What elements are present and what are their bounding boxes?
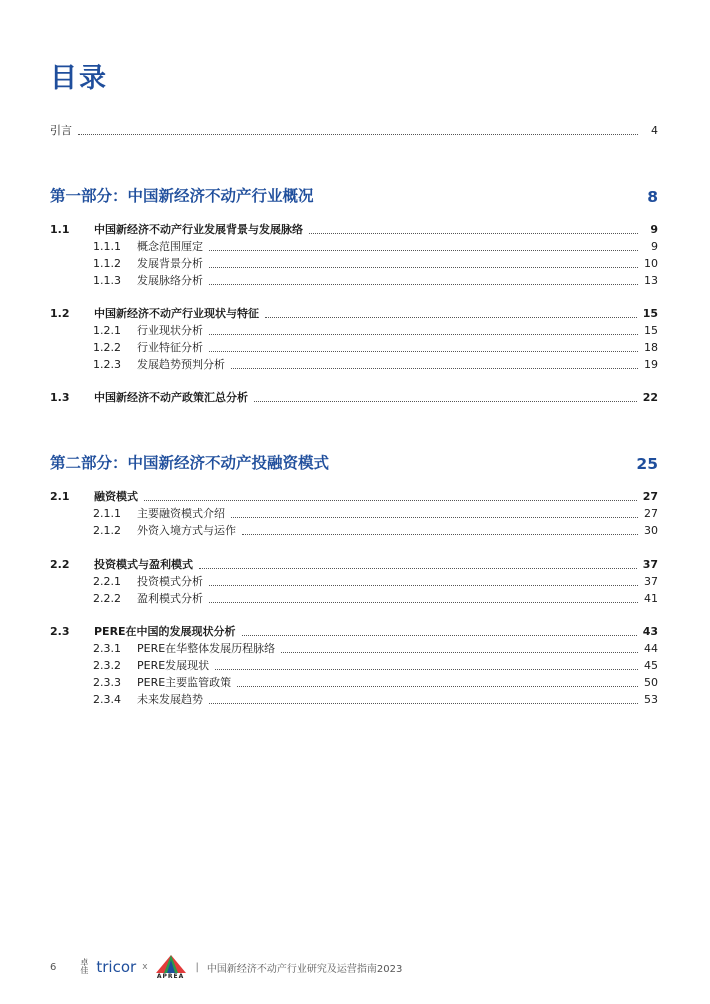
part-page: 8 xyxy=(647,188,658,206)
toc-subsection-2-3-3[interactable] xyxy=(93,674,658,690)
subsection-number: 2.2.1 xyxy=(93,575,121,588)
subsection-page: 50 xyxy=(644,676,658,689)
section-page: 27 xyxy=(642,490,658,503)
aprea-triangle-icon xyxy=(156,955,186,973)
toc-part-2[interactable] xyxy=(50,451,658,473)
subsection-page: 9 xyxy=(651,240,658,253)
section-page: 43 xyxy=(642,625,658,638)
toc-section-1-3[interactable] xyxy=(50,389,658,405)
logo-cross: x xyxy=(142,962,148,972)
section-page: 9 xyxy=(650,223,658,236)
page-title: 目录 xyxy=(50,63,108,94)
toc-leader xyxy=(209,333,638,335)
toc-subsection-2-3-1[interactable] xyxy=(93,640,658,656)
subsection-number: 2.3.3 xyxy=(93,676,121,689)
subsection-label: 发展趋势预判分析 xyxy=(137,358,225,371)
subsection-label: 行业特征分析 xyxy=(137,341,203,354)
toc-leader xyxy=(209,584,638,586)
toc-label: 引言 xyxy=(50,124,72,137)
aprea-logo xyxy=(156,955,186,980)
subsection-page: 45 xyxy=(644,659,658,672)
section-page: 37 xyxy=(642,558,658,571)
toc-leader xyxy=(309,232,638,234)
section-page: 22 xyxy=(642,391,658,404)
toc-subsection-2-3-4[interactable] xyxy=(93,691,658,707)
toc-leader xyxy=(242,634,637,636)
toc-subsection-2-1-2[interactable] xyxy=(93,522,658,538)
toc-subsection-1-2-2[interactable] xyxy=(93,339,658,355)
subsection-label: 未来发展趋势 xyxy=(137,693,203,706)
toc-subsection-2-2-2[interactable] xyxy=(93,590,658,606)
toc-leader xyxy=(281,651,638,653)
section-number: 1.2 xyxy=(50,307,70,320)
section-number: 1.3 xyxy=(50,391,70,404)
subsection-label: 外资入境方式与运作 xyxy=(137,524,236,537)
toc-leader xyxy=(209,350,638,352)
footer-page-number: 6 xyxy=(50,961,57,973)
toc-leader xyxy=(209,283,638,285)
toc-section-2-1[interactable] xyxy=(50,488,658,504)
subsection-number: 1.1.1 xyxy=(93,240,121,253)
toc-leader xyxy=(231,367,638,369)
toc-leader xyxy=(254,400,637,402)
toc-leader xyxy=(78,133,638,135)
tricor-wordmark: tricor xyxy=(96,958,137,976)
subsection-number: 1.1.3 xyxy=(93,274,121,287)
toc-leader xyxy=(209,702,638,704)
subsection-page: 10 xyxy=(644,257,658,270)
section-number: 2.2 xyxy=(50,558,70,571)
tricor-seal: 卓佳 xyxy=(80,958,89,975)
page-footer xyxy=(50,954,402,980)
subsection-page: 37 xyxy=(644,575,658,588)
toc-section-1-2[interactable] xyxy=(50,305,658,321)
subsection-page: 18 xyxy=(644,341,658,354)
toc-leader xyxy=(231,516,638,518)
toc-section-2-3[interactable] xyxy=(50,623,658,639)
subsection-page: 13 xyxy=(644,274,658,287)
subsection-number: 1.2.3 xyxy=(93,358,121,371)
section-number: 1.1 xyxy=(50,223,70,236)
subsection-number: 2.1.1 xyxy=(93,507,121,520)
toc-page: 4 xyxy=(651,124,658,137)
subsection-number: 1.2.1 xyxy=(93,324,121,337)
toc-leader xyxy=(209,249,638,251)
subsection-label: PERE发展现状 xyxy=(137,659,210,672)
section-label: 中国新经济不动产政策汇总分析 xyxy=(94,391,248,404)
toc-section-1-1[interactable] xyxy=(50,221,658,237)
section-number: 2.3 xyxy=(50,625,70,638)
toc-subsection-1-1-3[interactable] xyxy=(93,272,658,288)
section-label: 融资模式 xyxy=(94,490,138,503)
subsection-label: 发展背景分析 xyxy=(137,257,203,270)
toc-leader xyxy=(144,499,637,501)
toc-leader xyxy=(215,668,638,670)
section-number: 2.1 xyxy=(50,490,70,503)
subsection-page: 41 xyxy=(644,592,658,605)
toc-leader xyxy=(209,601,638,603)
toc-part-1[interactable] xyxy=(50,184,658,206)
subsection-number: 1.1.2 xyxy=(93,257,121,270)
subsection-number: 2.3.1 xyxy=(93,642,121,655)
subsection-label: PERE主要监管政策 xyxy=(137,676,232,689)
subsection-label: 投资模式分析 xyxy=(137,575,203,588)
subsection-label: 盈利模式分析 xyxy=(137,592,203,605)
subsection-label: 行业现状分析 xyxy=(137,324,203,337)
aprea-wordmark: APREA xyxy=(156,972,185,980)
subsection-page: 27 xyxy=(644,507,658,520)
toc-subsection-1-2-1[interactable] xyxy=(93,322,658,338)
subsection-label: 概念范围厘定 xyxy=(137,240,203,253)
subsection-page: 19 xyxy=(644,358,658,371)
toc-subsection-1-2-3[interactable] xyxy=(93,356,658,372)
subsection-number: 2.3.2 xyxy=(93,659,121,672)
toc-leader xyxy=(209,266,638,268)
footer-doc-title: 中国新经济不动产行业研究及运营指南2023 xyxy=(206,963,403,975)
tricor-logo xyxy=(80,958,136,976)
section-page: 15 xyxy=(642,307,658,320)
toc-subsection-2-2-1[interactable] xyxy=(93,573,658,589)
subsection-page: 53 xyxy=(644,693,658,706)
section-label: 中国新经济不动产行业发展背景与发展脉络 xyxy=(94,223,303,236)
subsection-label: 主要融资模式介绍 xyxy=(137,507,225,520)
toc-subsection-1-1-1[interactable] xyxy=(93,238,658,254)
part-title: 第一部分：中国新经济不动产行业概况 xyxy=(50,187,314,205)
toc-subsection-2-1-1[interactable] xyxy=(93,505,658,521)
subsection-label: 发展脉络分析 xyxy=(137,274,203,287)
section-label: 投资模式与盈利模式 xyxy=(94,558,193,571)
part-title: 第二部分：中国新经济不动产投融资模式 xyxy=(50,454,330,472)
subsection-label: PERE在华整体发展历程脉络 xyxy=(137,642,276,655)
footer-separator: | xyxy=(195,961,199,973)
toc-section-2-2[interactable] xyxy=(50,556,658,572)
subsection-page: 44 xyxy=(644,642,658,655)
toc-subsection-2-3-2[interactable] xyxy=(93,657,658,673)
toc-leader xyxy=(242,533,638,535)
part-page: 25 xyxy=(636,455,658,473)
subsection-page: 30 xyxy=(644,524,658,537)
toc-entry-intro[interactable] xyxy=(50,122,658,138)
subsection-number: 2.3.4 xyxy=(93,693,121,706)
toc-leader xyxy=(237,685,638,687)
subsection-number: 2.1.2 xyxy=(93,524,121,537)
toc-leader xyxy=(265,316,637,318)
toc-leader xyxy=(199,567,637,569)
subsection-page: 15 xyxy=(644,324,658,337)
subsection-number: 2.2.2 xyxy=(93,592,121,605)
subsection-number: 1.2.2 xyxy=(93,341,121,354)
toc-subsection-1-1-2[interactable] xyxy=(93,255,658,271)
section-label: PERE在中国的发展现状分析 xyxy=(94,625,236,638)
section-label: 中国新经济不动产行业现状与特征 xyxy=(94,307,259,320)
